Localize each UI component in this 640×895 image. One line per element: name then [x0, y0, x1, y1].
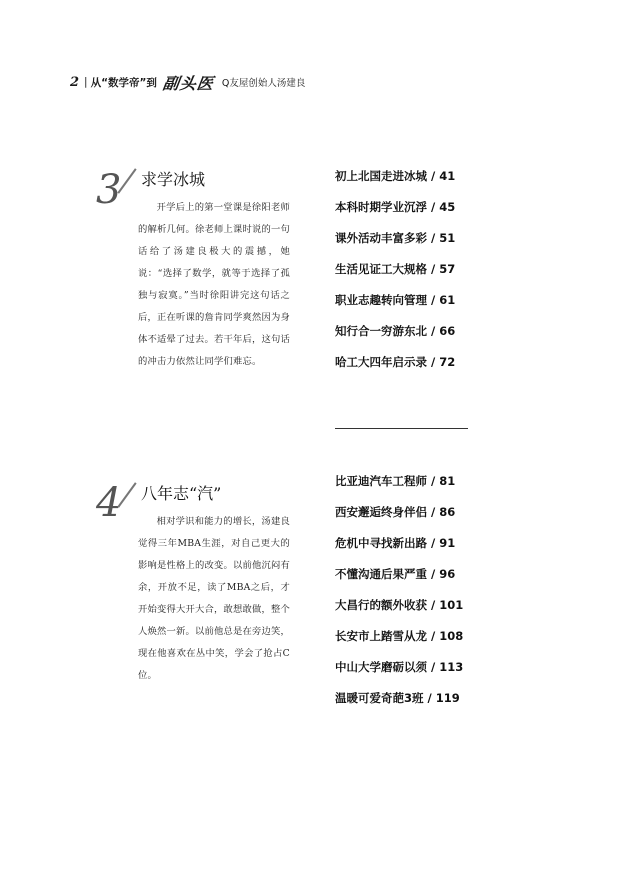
toc-entry[interactable]: 职业志趣转向管理 / 61 — [335, 293, 456, 307]
toc-entry[interactable]: 长安市上踏雪从龙 / 108 — [335, 629, 464, 643]
toc-list-section-3 — [335, 169, 455, 386]
header-separator: | — [84, 76, 88, 88]
section-number-3: 3 — [96, 167, 122, 213]
toc-entry[interactable]: 危机中寻找新出路 / 91 — [335, 536, 456, 550]
toc-list-section-4 — [335, 474, 463, 722]
toc-entry[interactable]: 温暖可爱奇葩3班 / 119 — [335, 691, 460, 705]
toc-entry[interactable]: 本科时期学业沉浮 / 45 — [335, 200, 456, 214]
toc-entry[interactable]: 中山大学磨砺以须 / 113 — [335, 660, 464, 674]
section-summary-3: 开学后上的第一堂课是徐阳老师的解析几何。徐老师上课时说的一句话给了汤建良极大的震撼，她说：“选择了数学，就等于选择了孤独与寂寞。”当时徐阳讲完这句话之后，正在听课的詹肯同学爽然因为身体不适晕了过去。若干年后，这句话的冲击力依然让同学们难忘。 — [138, 202, 290, 367]
toc-entry[interactable]: 课外活动丰富多彩 / 51 — [335, 231, 456, 245]
book-subtitle: Q友屋创始人汤建良 — [221, 78, 306, 89]
section-number-4: 4 — [96, 480, 122, 526]
toc-entry[interactable]: 大昌行的额外收获 / 101 — [335, 598, 464, 612]
toc-entry[interactable]: 知行合一穷游东北 / 66 — [335, 324, 456, 338]
toc-entry[interactable]: 西安邂逅终身伴侣 / 86 — [335, 505, 456, 519]
toc-entry[interactable]: 比亚迪汽车工程师 / 81 — [335, 474, 456, 488]
section-divider — [335, 428, 468, 429]
toc-entry[interactable]: 哈工大四年启示录 / 72 — [335, 355, 456, 369]
toc-entry[interactable]: 生活见证工大规格 / 57 — [335, 262, 456, 276]
book-title-calligraphy: 副头医 — [161, 73, 216, 93]
book-title-part1: 从“数学帝”到 — [90, 76, 157, 89]
section-summary-4: 相对学识和能力的增长，汤建良觉得三年MBA生涯，对自己更大的影响是性格上的改变。以前他沉闷有余，开放不足，读了MBA之后，才开始变得大开大合，敢想敢做，整个人焕然一新。以前他总是在旁边笑，现在他喜欢在丛中笑，学会了抢占C位。 — [138, 516, 290, 681]
section-title-3: 求学冰城 — [141, 170, 206, 189]
toc-entry[interactable]: 不懂沟通后果严重 / 96 — [335, 567, 456, 581]
toc-entry[interactable]: 初上北国走进冰城 / 41 — [335, 169, 456, 183]
section-title-4: 八年志“汽” — [141, 484, 222, 503]
running-header — [70, 72, 305, 92]
page-number: 2 — [70, 74, 80, 90]
